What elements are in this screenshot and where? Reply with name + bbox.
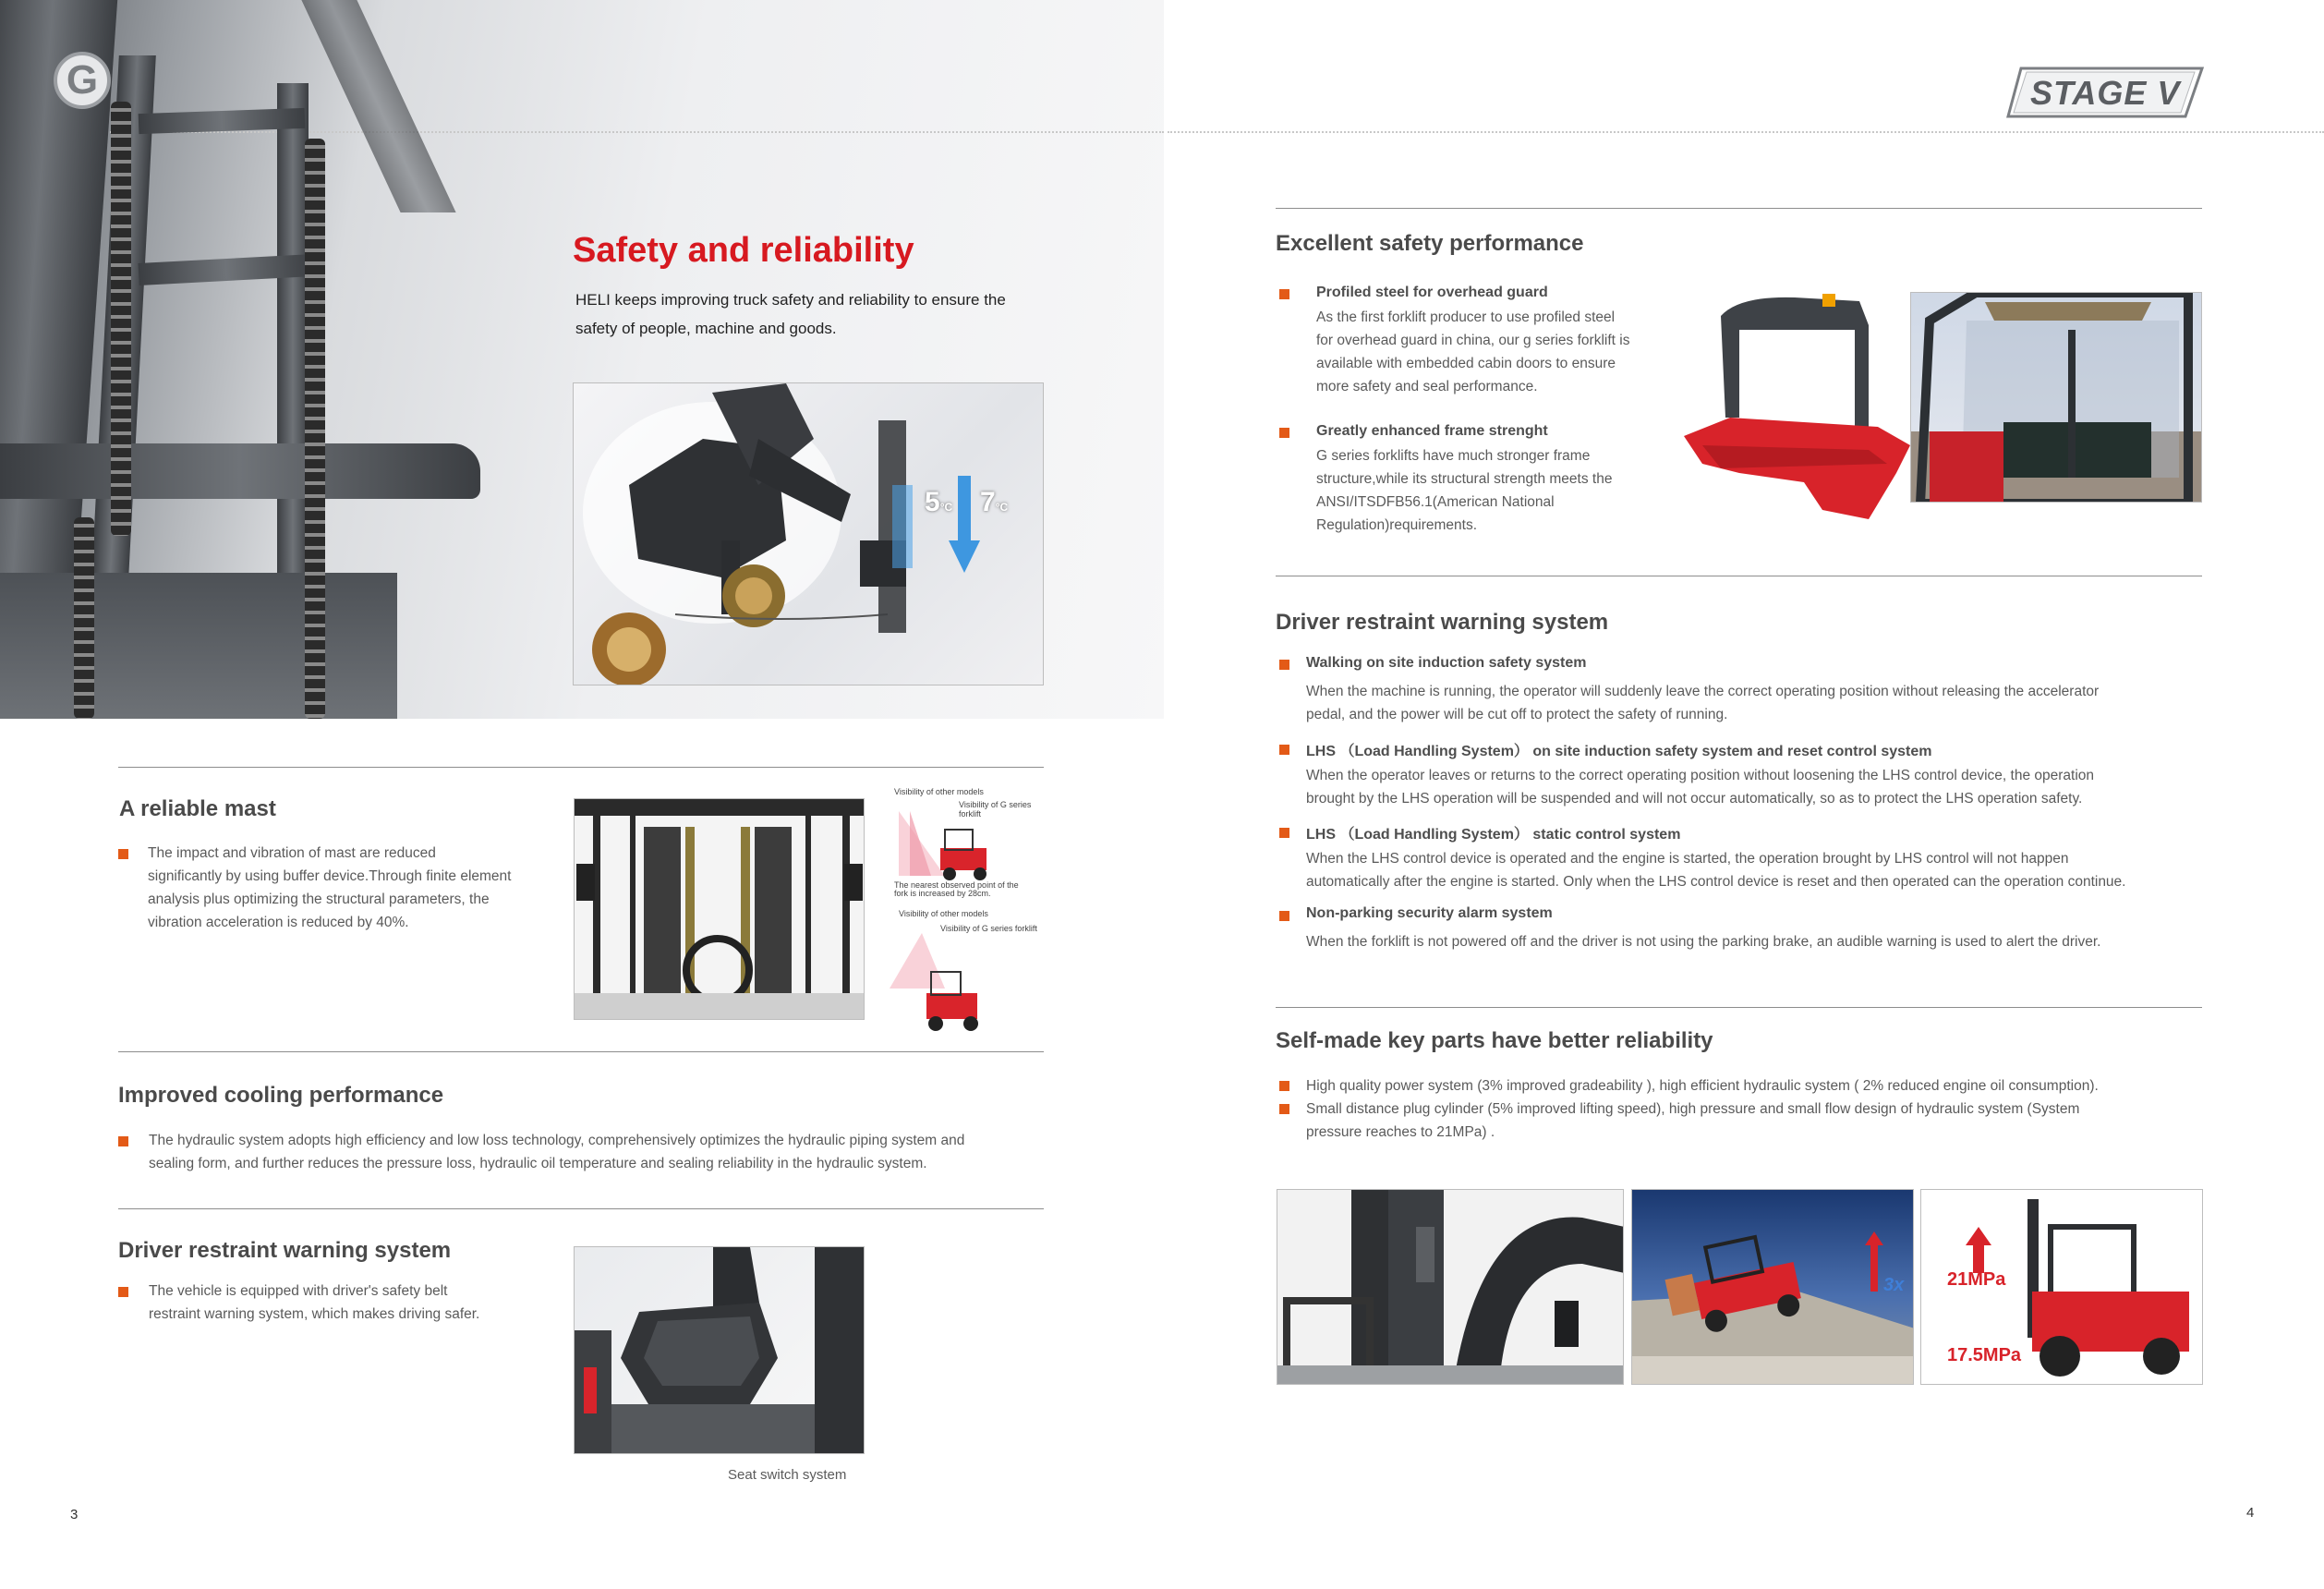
hero-banner [0,0,1164,719]
diagram-label: Visibility of G series forklift [940,924,1037,933]
diagram-label: The nearest observed point of the [894,880,1019,890]
diagram-label: Visibility of other models [894,787,984,796]
bullet-icon [118,849,128,859]
bullet-icon [1279,1104,1289,1114]
restraint-item-title: LHS （Load Handling System） on site induction safety system and reset control system [1306,744,1932,759]
pressure-image [1920,1189,2203,1385]
mast-text [148,842,563,934]
restraint-item-line: automatically after the engine is started. Only when the LHS control device is reset and then operated can the operation continue. [1306,874,2126,890]
diagram-label: Visibility of G series forklift [959,800,1032,819]
pressure-175-label: 17.5MPa [1947,1345,2022,1365]
temp-left-unit: °C [939,501,953,514]
frame-title: Greatly enhanced frame strenght [1316,423,1548,439]
bullet-icon [1279,911,1289,921]
bullet-icon [1279,1081,1289,1091]
guard-line: for overhead guard in china, our g series forklift is [1316,333,1630,348]
pressure-21-label: 21MPa [1947,1269,2006,1290]
gradeability-image [1631,1189,1914,1385]
cabin-photo [1910,292,2202,503]
restraint-item-line: When the LHS control device is operated and the engine is started, the operation brought by LHS control will not happen [1306,851,2069,867]
restraint-item-line: pedal, and the power will be cut off to protect the safety of running. [1306,707,1728,722]
restraint-item-text [1306,680,2193,726]
mast-line: analysis plus optimizing the structural parameters, the [148,892,490,907]
overhead-guard-title: Profiled steel for overhead guard [1316,285,1548,300]
restraint-item-line: When the forklift is not powered off and the driver is not using the parking brake, an audible warning is used to alert the driver. [1306,934,2101,950]
keyparts-line: High quality power system (3% improved gradeability ), high efficient hydraulic system ( 2% reduced engine oil consumption). [1306,1078,2099,1094]
bullet-icon [1279,289,1289,299]
temp-right-unit: °C [995,501,1009,514]
cooling-title: Improved cooling performance [118,1083,444,1108]
restraint-item-line: When the machine is running, the operator will suddenly leave the correct operating position without releasing the accelerator [1306,684,2100,699]
restraint-item-line: brought by the LHS operation will be suspended and will not occur automatically, so as to protect the LHS operation safety. [1306,791,2083,807]
restraint-title-left: Driver restraint warning system [118,1238,452,1263]
keyparts-line: pressure reaches to 21MPa) . [1306,1124,1495,1140]
dotted-rule [1168,131,2324,133]
frame-line: structure,while its structural strength meets the [1316,471,1613,487]
page-number-left: 3 [70,1507,79,1522]
restraint-item-title: Walking on site induction safety system [1306,655,1587,671]
seat-caption: Seat switch system [728,1467,847,1483]
keyparts-title: Self-made key parts have better reliability [1276,1028,1713,1053]
hero-intro [575,285,1056,343]
visibility-diagram [890,785,1047,1039]
overhead-guard-image [1684,288,1910,519]
bullet-icon [1279,428,1289,438]
keyparts-text [1306,1074,2221,1144]
restraint-item-text [1306,930,2193,953]
hero-intro-line: HELI keeps improving truck safety and reliability to ensure the [575,291,1006,309]
temp-left-value: 5 [925,487,940,517]
bullet-icon [118,1287,128,1297]
frame-line: ANSI/ITSDFB56.1(American National [1316,494,1555,510]
brake-system-image [573,382,1044,685]
keyparts-line: Small distance plug cylinder (5% improved lifting speed), high pressure and small flow design of hydraulic system (System [1306,1101,2080,1117]
restraint-item-line: When the operator leaves or returns to the correct operating position without loosening the LHS control device, the operation [1306,768,2094,783]
page-number-right: 4 [2246,1505,2255,1521]
restraint-item-title: Non-parking security alarm system [1306,905,1553,921]
divider [118,767,1044,768]
cooling-line: sealing form, and further reduces the pressure loss, hydraulic oil temperature and sealing reliability in the hydraulic system. [149,1156,927,1171]
temperature-right [980,487,1008,518]
mast-title: A reliable mast [119,796,276,821]
guard-line: available with embedded cabin doors to ensure [1316,356,1616,371]
temp-right-value: 7 [980,487,996,517]
bullet-icon [1279,828,1289,838]
temperature-left [925,487,952,518]
mast-line: vibration acceleration is reduced by 40%. [148,915,409,930]
cooling-text [149,1129,1035,1175]
hero-intro-line: safety of people, machine and goods. [575,320,837,337]
gradeability-label: 3x [1883,1275,1905,1295]
frame-text [1316,444,1704,537]
guard-line: more safety and seal performance. [1316,379,1538,394]
divider [118,1208,1044,1209]
cooling-line: The hydraulic system adopts high efficiency and low loss technology, comprehensively optimizes the hydraulic piping system and [149,1133,965,1148]
restraint-text-left [149,1280,555,1326]
frame-line: G series forklifts have much stronger frame [1316,448,1591,464]
stage-v-badge [2004,65,2208,120]
bullet-icon [1279,660,1289,670]
mast-cab-image [574,798,865,1020]
restraint-line: restraint warning system, which makes driving safer. [149,1306,480,1322]
restraint-item-text [1306,764,2193,810]
diagram-label: Visibility of other models [899,909,988,918]
restraint-line: The vehicle is equipped with driver's safety belt [149,1283,448,1299]
restraint-item-text [1306,847,2193,893]
safety-title: Excellent safety performance [1276,231,1584,256]
overhead-guard-text [1316,306,1704,398]
seat-switch-image [574,1246,865,1454]
divider [1276,1007,2202,1008]
bullet-icon [118,1136,128,1146]
bullet-icon [1279,745,1289,755]
stage-v-text: STAGE V [2030,74,2181,112]
diagram-label: fork is increased by 28cm. [894,889,991,898]
guard-line: As the first forklift producer to use profiled steel [1316,309,1616,325]
frame-line: Regulation)requirements. [1316,517,1478,533]
restraint-title-right: Driver restraint warning system [1276,610,1609,635]
restraint-item-title: LHS （Load Handling System） static control system [1306,827,1681,843]
divider [118,1051,1044,1052]
mast-line: significantly by using buffer device.Through finite element [148,868,512,884]
divider [1276,208,2202,209]
mast-line: The impact and vibration of mast are reduced [148,845,436,861]
brand-logo: G [54,52,111,109]
hero-title: Safety and reliability [573,231,914,270]
mast-closeup-image [1277,1189,1624,1385]
